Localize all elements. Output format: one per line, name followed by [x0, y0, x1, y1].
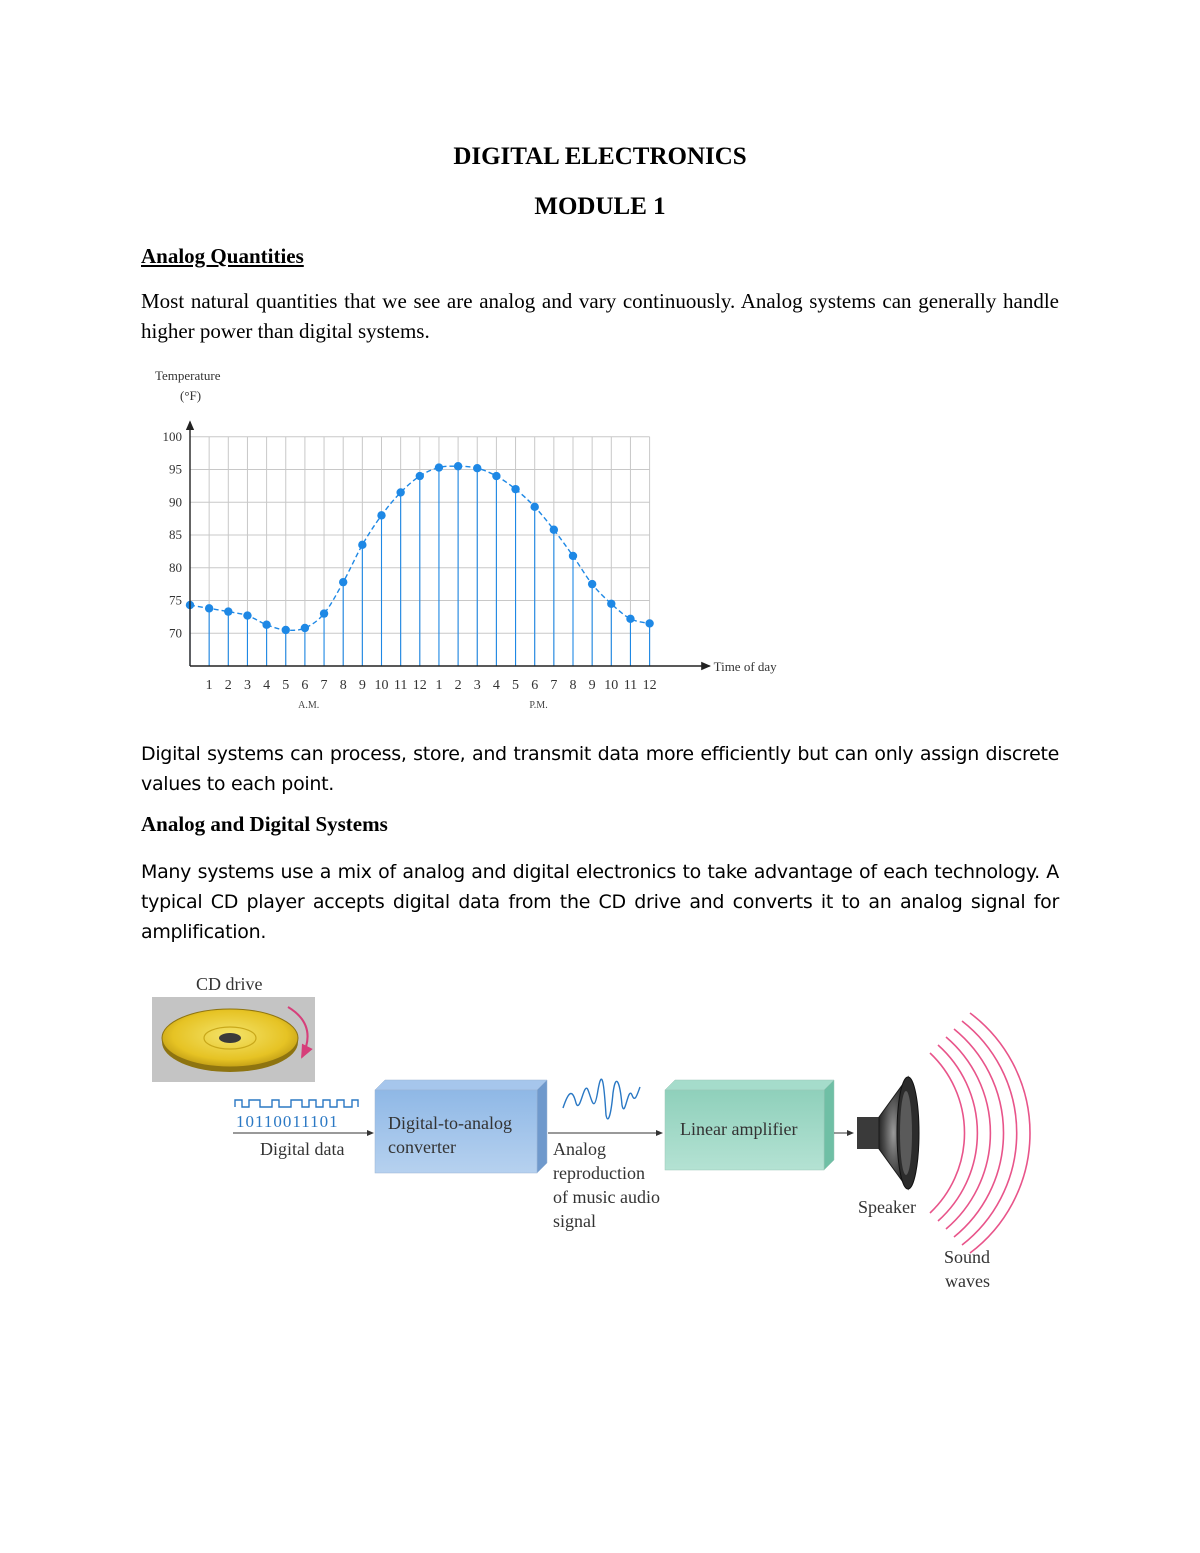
pm-label: P.M.	[529, 700, 548, 711]
data-point	[435, 463, 443, 471]
y-tick-labels	[163, 429, 183, 641]
x-tick-label: 3	[243, 678, 251, 693]
amplifier-label: Linear amplifier	[680, 1119, 798, 1139]
paragraph-digital-systems: Digital systems can process, store, and transmit data more efficiently but can only assign discrete values to each point.	[141, 743, 1059, 795]
analog-label-line1: Analog	[553, 1139, 606, 1159]
x-tick-label: 4	[263, 678, 271, 693]
temperature-chart	[140, 360, 800, 715]
data-point	[588, 580, 596, 588]
y-tick-label: 85	[169, 527, 182, 542]
x-tick-label: 6	[531, 678, 539, 693]
data-point	[377, 511, 385, 519]
dac-label-line1: Digital-to-analog	[388, 1113, 512, 1133]
y-axis-unit: (°F)	[180, 388, 202, 403]
x-tick-label: 4	[492, 678, 500, 693]
data-point	[243, 611, 251, 619]
x-tick-label: 9	[358, 678, 366, 693]
analog-waveform	[563, 1079, 640, 1119]
paragraph-analog-quantities: Most natural quantities that we see are analog and vary continuously. Analog systems can generally handle higher power than digital systems.	[141, 289, 1059, 343]
module-title: MODULE 1	[534, 193, 666, 220]
y-tick-label: 70	[169, 625, 182, 641]
dac-label-line2: converter	[388, 1137, 456, 1157]
data-point	[454, 462, 462, 470]
document-title: DIGITAL ELECTRONICS	[453, 143, 747, 170]
y-tick-label: 90	[169, 494, 182, 510]
x-tick-label: 10	[604, 678, 619, 693]
x-tick-label: 2	[454, 678, 462, 693]
x-tick-label: 5	[282, 678, 290, 693]
x-tick-label: 6	[301, 678, 309, 693]
digital-bits: 10110011101	[236, 1112, 339, 1131]
x-tick-label: 9	[588, 678, 596, 693]
x-tick-label: 5	[512, 678, 520, 693]
data-point	[473, 464, 481, 472]
paragraph-cd-player: Many systems use a mix of analog and digital electronics to take advantage of each technology. A typical CD player accepts digital data from the CD drive and converts it to an analog signal for amplification.	[141, 861, 1059, 943]
data-point	[511, 485, 519, 493]
data-point	[282, 626, 290, 634]
data-point	[645, 619, 653, 627]
y-axis-label: Temperature	[155, 368, 221, 383]
y-tick-label: 75	[169, 592, 182, 608]
data-point	[569, 552, 577, 560]
analog-label-line2: reproduction	[553, 1163, 645, 1183]
sound-waves	[930, 1013, 1030, 1253]
x-axis-label: Time of day	[713, 659, 777, 674]
data-point	[339, 578, 347, 586]
x-tick-label: 1	[205, 678, 213, 693]
cd-player-diagram	[140, 965, 1040, 1295]
speaker-label: Speaker	[858, 1197, 916, 1217]
sound-waves-label-line2: waves	[945, 1271, 990, 1291]
x-tick-label: 7	[320, 678, 328, 693]
x-tick-label: 8	[569, 678, 577, 693]
data-point	[301, 624, 309, 632]
x-tick-label: 2	[224, 678, 232, 693]
data-point	[262, 621, 270, 629]
data-point	[224, 607, 232, 615]
x-tick-label: 3	[473, 678, 481, 693]
data-point	[416, 472, 424, 480]
data-point	[492, 472, 500, 480]
analog-label-line3: of music audio	[553, 1187, 660, 1207]
data-point	[358, 541, 366, 549]
dac-block	[375, 1080, 547, 1173]
x-tick-label: 12	[412, 678, 427, 693]
data-point	[396, 488, 404, 496]
x-tick-label: 1	[435, 678, 443, 693]
x-tick-label: 7	[550, 678, 558, 693]
data-point	[531, 503, 539, 511]
x-tick-label: 11	[393, 678, 408, 693]
section-heading-analog-digital-systems: Analog and Digital Systems	[141, 812, 388, 836]
data-point	[550, 526, 558, 534]
amplifier-block	[665, 1080, 834, 1170]
data-point	[626, 615, 634, 623]
data-point	[607, 600, 615, 608]
cd-drive	[152, 997, 315, 1082]
x-tick-label: 11	[623, 678, 638, 693]
x-tick-labels	[206, 678, 657, 693]
sound-waves-label-line1: Sound	[944, 1247, 991, 1267]
section-heading-analog-quantities: Analog Quantities	[141, 244, 304, 268]
y-tick-label: 95	[169, 461, 182, 477]
cd-drive-label: CD drive	[196, 974, 263, 994]
data-point	[205, 604, 213, 612]
x-tick-label: 12	[642, 678, 657, 693]
am-label: A.M.	[298, 700, 320, 711]
speaker-icon	[857, 1077, 919, 1189]
sample-stems	[190, 466, 650, 666]
x-tick-label: 8	[339, 678, 347, 693]
digital-pulse-train	[235, 1100, 358, 1107]
data-point	[320, 609, 328, 617]
cd-hole	[219, 1033, 241, 1043]
y-tick-label: 100	[162, 428, 182, 444]
x-tick-label: 10	[374, 678, 389, 693]
y-tick-label: 80	[169, 559, 182, 575]
analog-label-line4: signal	[553, 1211, 596, 1231]
digital-data-label: Digital data	[260, 1139, 345, 1159]
